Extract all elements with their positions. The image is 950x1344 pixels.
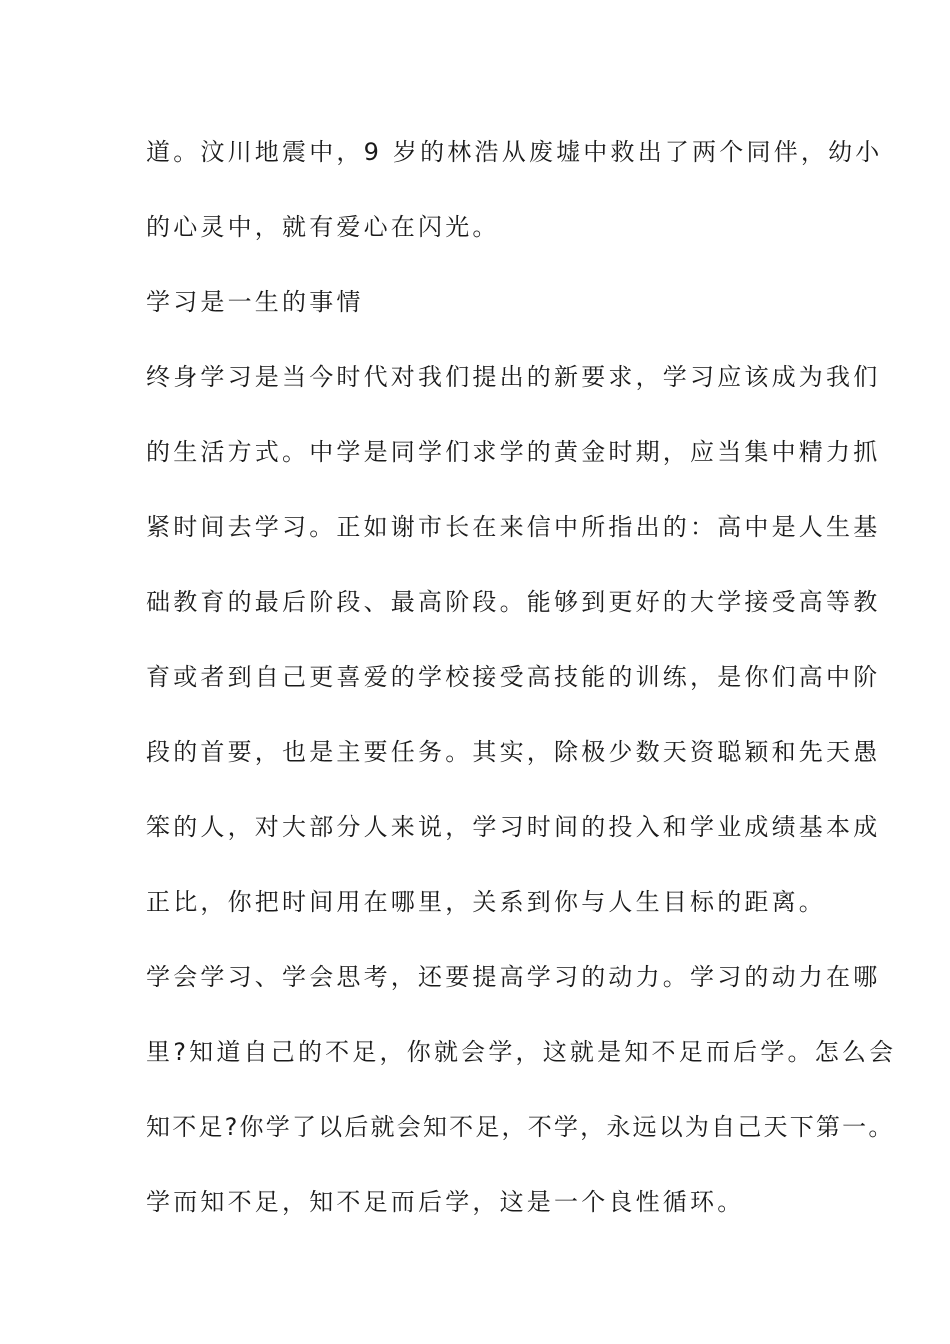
text-line: 育或者到自己更喜爱的学校接受高技能的训练，是你们高中阶: [146, 663, 881, 691]
text-line: 段的首要，也是主要任务。其实，除极少数天资聪颖和先天愚: [146, 738, 881, 766]
text-line: 紧时间去学习。正如谢市长在来信中所指出的：高中是人生基: [146, 513, 881, 541]
text-line: 正比，你把时间用在哪里，关系到你与人生目标的距离。: [146, 888, 826, 916]
text-line: 笨的人，对大部分人来说，学习时间的投入和学业成绩基本成: [146, 813, 881, 841]
text-line: 里?知道自己的不足，你就会学，这就是知不足而后学。怎么会: [146, 1038, 897, 1066]
text-line: 的生活方式。中学是同学们求学的黄金时期，应当集中精力抓: [146, 438, 881, 466]
text-line: 知不足?你学了以后就会知不足，不学，永远以为自己天下第一。: [146, 1113, 895, 1141]
text-line: 学而知不足，知不足而后学，这是一个良性循环。: [146, 1188, 745, 1216]
text-line: 学会学习、学会思考，还要提高学习的动力。学习的动力在哪: [146, 963, 881, 991]
text-line: 的心灵中，就有爱心在闪光。: [146, 213, 500, 241]
text-line: 础教育的最后阶段、最高阶段。能够到更好的大学接受高等教: [146, 588, 881, 616]
text-line: 道。汶川地震中，9 岁的林浩从废墟中救出了两个同伴，幼小: [146, 138, 883, 166]
text-line: 终身学习是当今时代对我们提出的新要求，学习应该成为我们: [146, 363, 881, 391]
section-heading: 学习是一生的事情: [146, 288, 364, 316]
